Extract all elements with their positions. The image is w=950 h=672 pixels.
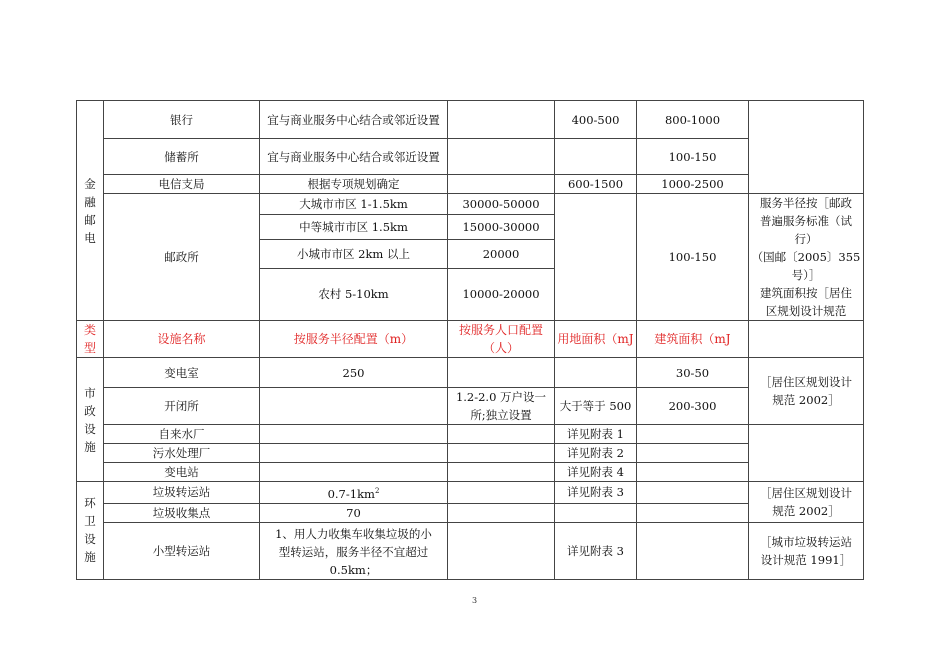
- land-area-cell: 详见附表 3: [555, 482, 637, 504]
- radius-cell: 根据专项规划确定: [260, 175, 448, 194]
- building-area-cell: [637, 425, 749, 444]
- table-row: [77, 425, 864, 444]
- radius-cell: [260, 444, 448, 463]
- land-area-cell: 400-500: [555, 101, 637, 139]
- population-cell: [448, 463, 555, 482]
- table-row: [77, 444, 864, 463]
- table-row: [77, 522, 864, 579]
- note-line: 服务半径按［邮政: [760, 196, 852, 210]
- header-radius: 按服务半径配置（m）: [260, 321, 448, 358]
- population-cell: [448, 522, 555, 579]
- post-notes-cell: [749, 194, 864, 321]
- facility-name: 储蓄所: [104, 139, 260, 175]
- notes-cell: [749, 425, 864, 482]
- table-row: [77, 358, 864, 388]
- group-label-sanitation: 环卫设施: [77, 482, 104, 580]
- table-row: [77, 175, 864, 194]
- facility-name: 小型转运站: [104, 522, 260, 579]
- land-area-cell: 600-1500: [555, 175, 637, 194]
- header-name: 设施名称: [104, 321, 260, 358]
- building-area-cell: 30-50: [637, 358, 749, 388]
- building-area-cell: [637, 444, 749, 463]
- population-cell: 30000-50000: [448, 194, 555, 215]
- note-line: 号）］: [791, 268, 821, 282]
- table-row: [77, 482, 864, 504]
- radius-cell: 1、用人力收集车收集垃圾的小型转运站，服务半径不宜超过 0.5km；: [260, 522, 448, 579]
- radius-cell: 70: [260, 503, 448, 522]
- page-number: 3: [472, 596, 478, 605]
- building-area-cell: [637, 463, 749, 482]
- note-line: 区规划设计规范: [765, 304, 847, 318]
- note-line: ［城市垃圾转运站: [760, 534, 852, 549]
- notes-cell: [749, 101, 864, 194]
- land-area-cell: [555, 358, 637, 388]
- radius-cell: [260, 425, 448, 444]
- radius-cell: 宜与商业服务中心结合或邻近设置: [260, 101, 448, 139]
- population-cell: [448, 101, 555, 139]
- header-population: 按服务人口配置（人）: [448, 321, 555, 358]
- table-row: [77, 101, 864, 139]
- population-cell: 20000: [448, 240, 555, 268]
- building-area-cell: 100-150: [637, 194, 749, 321]
- radius-cell: [260, 463, 448, 482]
- radius-cell: 小城市市区 2km 以上: [260, 240, 448, 268]
- facility-standards-table: [76, 100, 864, 580]
- building-area-cell: 1000-2500: [637, 175, 749, 194]
- table-row: [77, 194, 864, 215]
- land-area-cell: 详见附表 4: [555, 463, 637, 482]
- land-area-cell: 大于等于 500: [555, 388, 637, 425]
- note-line: （国邮〔2005〕355: [751, 250, 861, 264]
- radius-cell: 250: [260, 358, 448, 388]
- header-notes: [749, 321, 864, 358]
- group-label-municipal: 市政设施: [77, 358, 104, 482]
- building-area-cell: 200-300: [637, 388, 749, 425]
- table-row: [77, 388, 864, 425]
- land-area-cell: [555, 194, 637, 321]
- population-cell: [448, 425, 555, 444]
- table-row: [77, 503, 864, 522]
- facility-name: 变电室: [104, 358, 260, 388]
- population-cell: [448, 503, 555, 522]
- group-label-finance: 金融邮电: [77, 101, 104, 321]
- table-row: [77, 139, 864, 175]
- note-line: ［居住区规划设计: [760, 485, 852, 500]
- note-line: 普遍服务标准（试: [760, 214, 852, 228]
- facility-name: 变电站: [104, 463, 260, 482]
- header-row: [77, 321, 864, 358]
- facility-name: 开闭所: [104, 388, 260, 425]
- land-area-cell: 详见附表 3: [555, 522, 637, 579]
- radius-superscript: 2: [374, 487, 380, 495]
- population-cell: [448, 139, 555, 175]
- note-line: 行）: [794, 232, 818, 246]
- table-row: [77, 463, 864, 482]
- sanitation-notes-cell-2: [749, 522, 864, 579]
- land-area-cell: 详见附表 1: [555, 425, 637, 444]
- note-line: ［居住区规划设计: [760, 375, 852, 389]
- population-cell: 15000-30000: [448, 215, 555, 240]
- facility-name: 邮政所: [104, 194, 260, 321]
- building-area-cell: 800-1000: [637, 101, 749, 139]
- sanitation-notes-cell: [749, 482, 864, 523]
- note-line: 建筑面积按［居住: [760, 286, 852, 300]
- radius-value: 0.7-1km: [327, 486, 375, 501]
- header-land: 用地面积（mJ: [555, 321, 637, 358]
- population-cell: [448, 444, 555, 463]
- land-area-cell: [555, 139, 637, 175]
- building-area-cell: [637, 522, 749, 579]
- population-cell: 10000-20000: [448, 268, 555, 320]
- radius-cell: 大城市市区 1-1.5km: [260, 194, 448, 215]
- note-line: 设计规范 1991］: [760, 552, 852, 567]
- population-cell: [448, 358, 555, 388]
- population-cell: [448, 482, 555, 504]
- header-type: 类型: [77, 321, 104, 358]
- facility-name: 自来水厂: [104, 425, 260, 444]
- facility-name: 污水处理厂: [104, 444, 260, 463]
- building-area-cell: [637, 503, 749, 522]
- land-area-cell: 详见附表 2: [555, 444, 637, 463]
- facility-name: 电信支局: [104, 175, 260, 194]
- radius-cell: [260, 482, 448, 504]
- note-line: 规范 2002］: [772, 393, 840, 407]
- population-cell: [448, 175, 555, 194]
- radius-cell: 农村 5-10km: [260, 268, 448, 320]
- radius-cell: 中等城市市区 1.5km: [260, 215, 448, 240]
- facility-name: 银行: [104, 101, 260, 139]
- radius-cell: 宜与商业服务中心结合或邻近设置: [260, 139, 448, 175]
- land-area-cell: [555, 503, 637, 522]
- building-area-cell: [637, 482, 749, 504]
- population-cell: 1.2-2.0 万户设一所;独立设置: [448, 388, 555, 425]
- facility-name: 垃圾转运站: [104, 482, 260, 504]
- radius-cell: [260, 388, 448, 425]
- header-building: 建筑面积（mJ: [637, 321, 749, 358]
- municipal-notes-cell: [749, 358, 864, 425]
- facility-name: 垃圾收集点: [104, 503, 260, 522]
- building-area-cell: 100-150: [637, 139, 749, 175]
- note-line: 规范 2002］: [772, 503, 840, 518]
